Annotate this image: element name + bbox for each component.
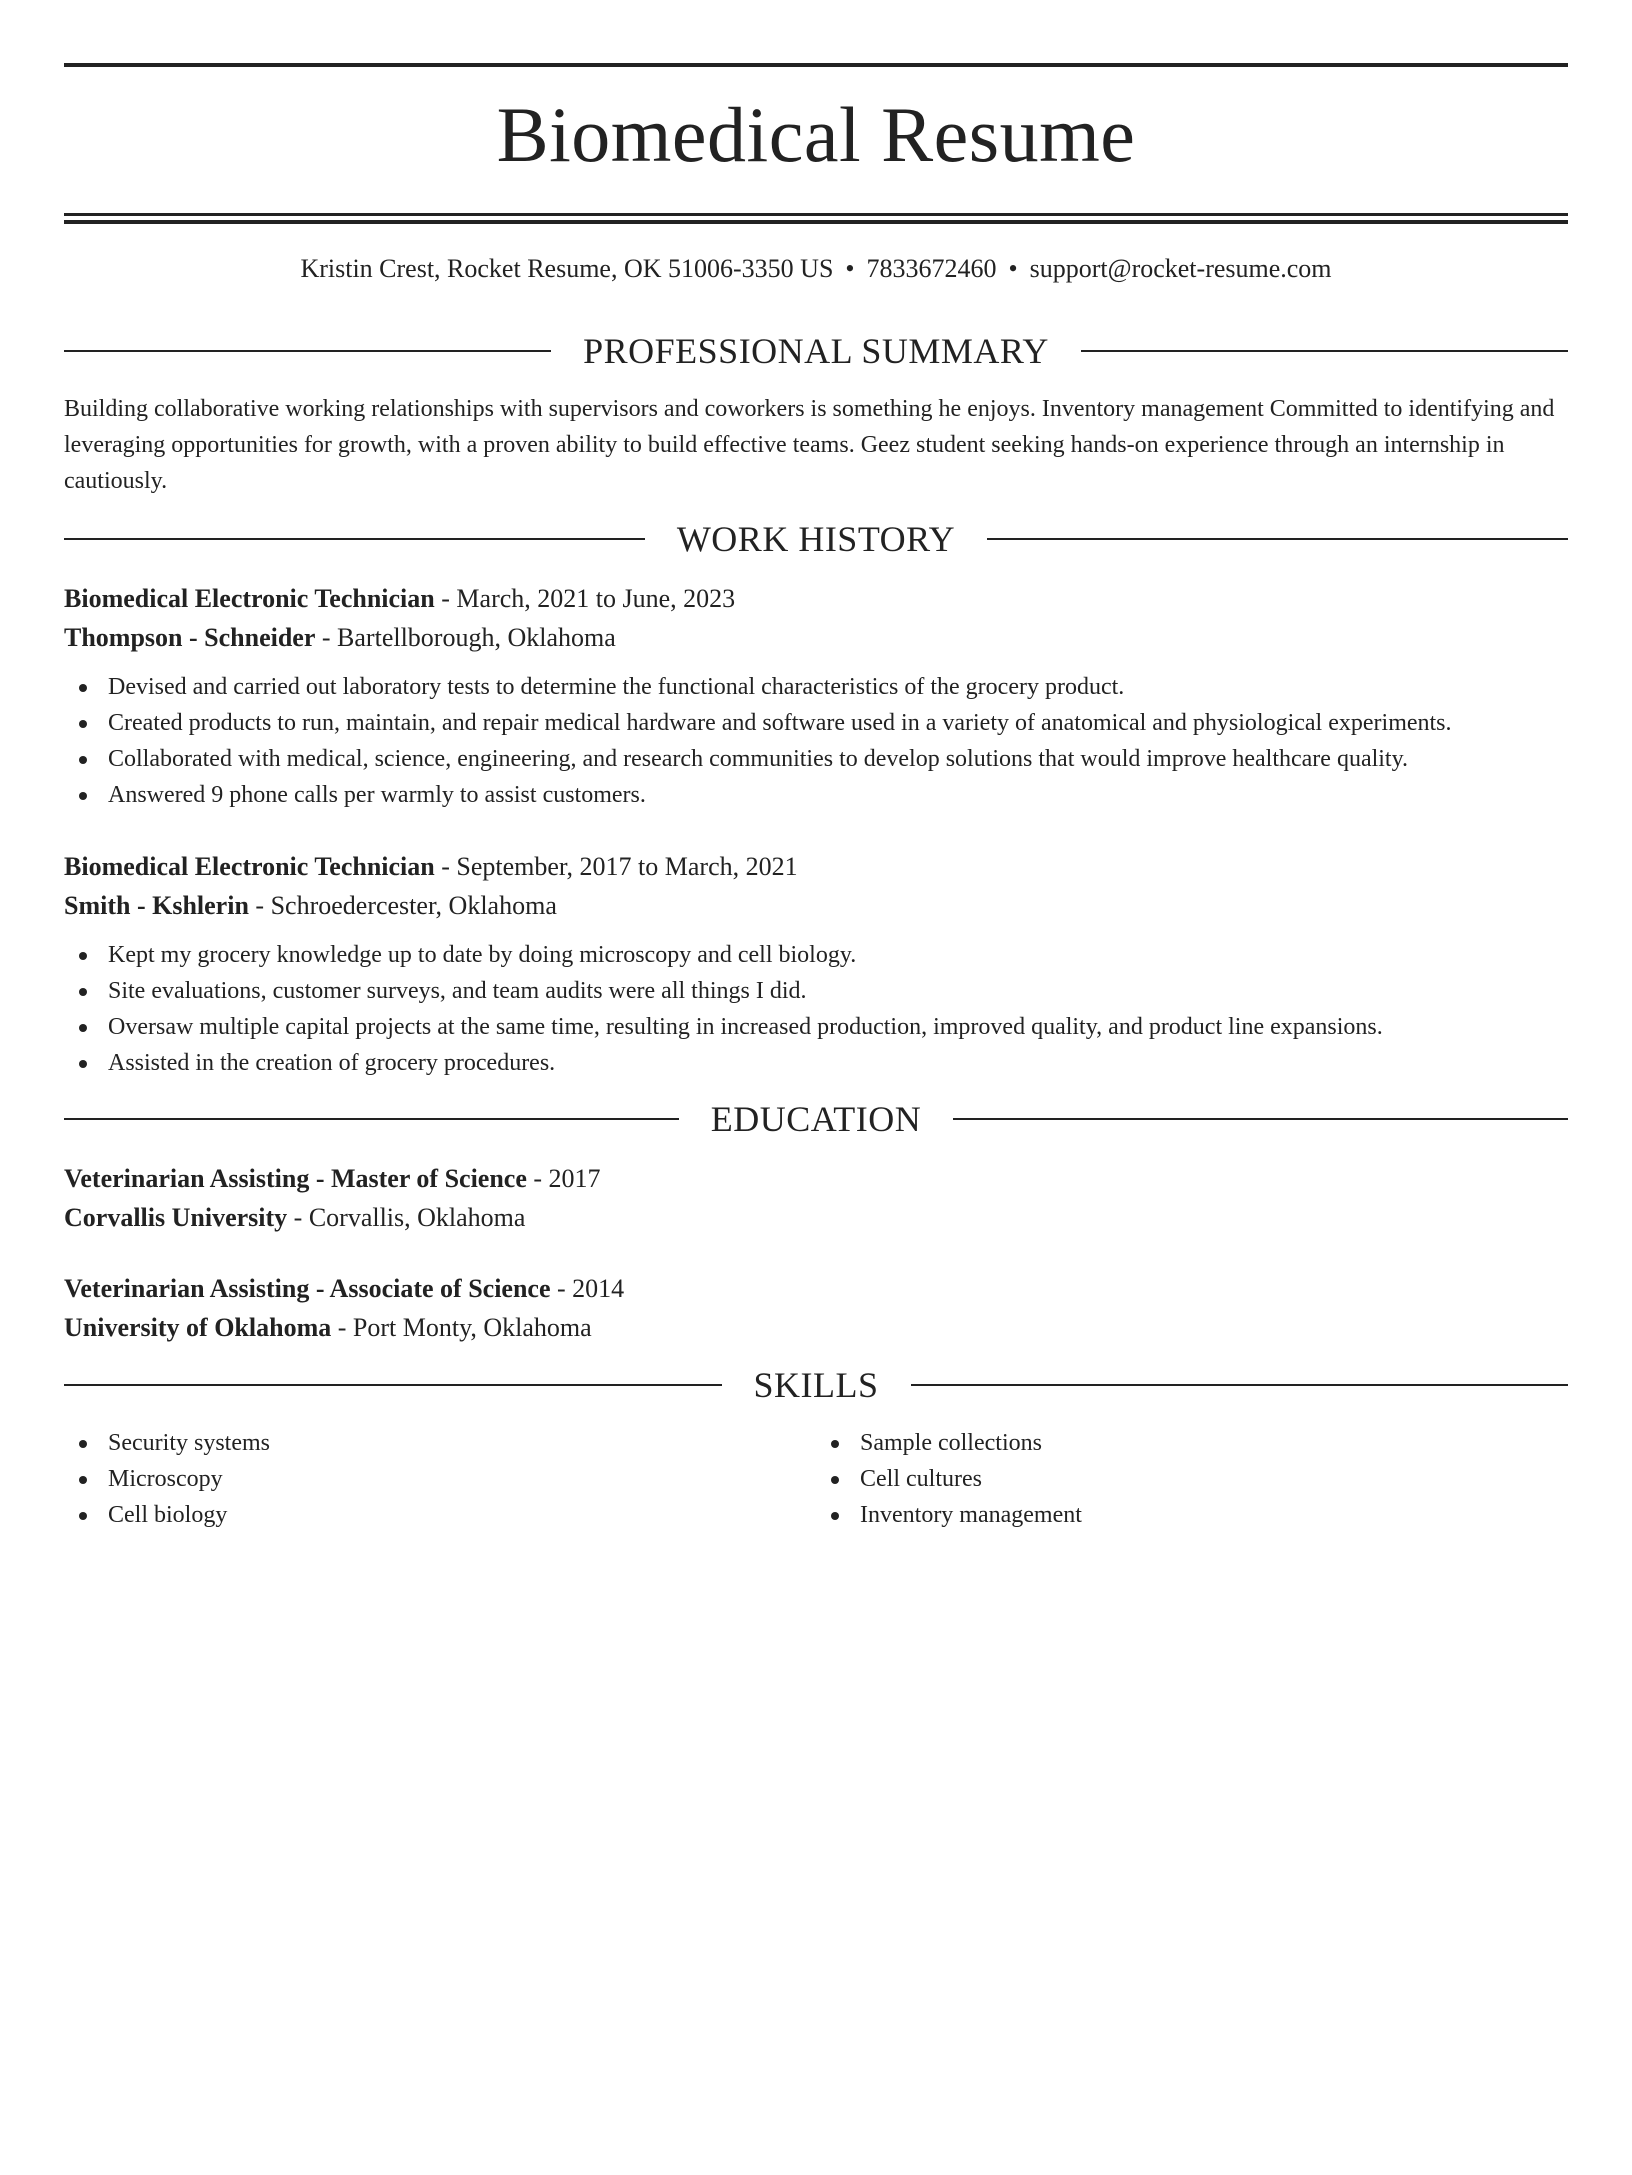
bullet-icon: [79, 756, 87, 764]
header-double-rule: [64, 213, 1568, 224]
job-bullets: [64, 669, 1568, 813]
section-title: SKILLS: [753, 1365, 879, 1405]
job-role: Biomedical Electronic Technician: [64, 852, 435, 881]
section-rule-right: [953, 1118, 1568, 1120]
section-title: EDUCATION: [710, 1099, 922, 1139]
school-name: University of Oklahoma: [64, 1313, 332, 1342]
section-rule-left: [64, 538, 645, 540]
job-company-line: [64, 618, 1568, 657]
section-title: PROFESSIONAL SUMMARY: [583, 331, 1049, 371]
degree-year: - 2014: [550, 1274, 625, 1303]
bullet-icon: [79, 792, 87, 800]
contact-separator: •: [845, 254, 855, 283]
skill-text: Microscopy: [108, 1466, 223, 1492]
section-header-work: [64, 515, 1568, 563]
school-name: Corvallis University: [64, 1203, 288, 1232]
section-rule-left: [64, 1118, 679, 1120]
bullet-text: Site evaluations, customer surveys, and team audits were all things I did.: [108, 978, 807, 1004]
skills-column-left: [64, 1425, 816, 1533]
skill-text: Security systems: [108, 1430, 270, 1456]
job-entry: [64, 847, 1568, 1081]
section-rule-right: [987, 538, 1568, 540]
bullet-text: Collaborated with medical, science, engineering, and research communities to develop solutions that would improve healthcare quality.: [108, 746, 1409, 772]
job-dates: - September, 2017 to March, 2021: [434, 852, 798, 881]
job-dates: - March, 2021 to June, 2023: [434, 584, 736, 613]
school-line: [64, 1198, 1568, 1237]
skill-text: Cell biology: [108, 1502, 228, 1528]
degree-name: Veterinarian Assisting - Associate of Science: [64, 1274, 551, 1303]
list-item: [64, 1045, 1568, 1081]
bullet-icon: [79, 1476, 87, 1484]
bullet-icon: [79, 1512, 87, 1520]
list-item: [64, 669, 1568, 705]
job-company: Thompson - Schneider: [64, 623, 316, 652]
list-item: [816, 1461, 1568, 1497]
resume-title: Biomedical Resume: [496, 91, 1136, 178]
bullet-text: Kept my grocery knowledge up to date by doing microscopy and cell biology.: [108, 942, 857, 968]
section-rule-right: [911, 1384, 1569, 1386]
list-item: [64, 777, 1568, 813]
bullet-text: Oversaw multiple capital projects at the same time, resulting in increased production, improved quality, and product line expansions.: [108, 1014, 1383, 1040]
education-entry: [64, 1269, 1568, 1347]
job-role: Biomedical Electronic Technician: [64, 584, 435, 613]
bullet-icon: [79, 952, 87, 960]
bullet-icon: [79, 1440, 87, 1448]
list-item: [64, 1425, 816, 1461]
section-header-summary: [64, 327, 1568, 375]
skills-grid: [64, 1425, 1568, 1533]
section-rule-left: [64, 1384, 722, 1386]
bullet-icon: [831, 1512, 839, 1520]
bullet-icon: [79, 1024, 87, 1032]
list-item: [64, 741, 1568, 777]
list-item: [64, 705, 1568, 741]
list-item: [64, 1461, 816, 1497]
resume-page: [0, 63, 1632, 2175]
bullet-text: Devised and carried out laboratory tests to determine the functional characteristics of the grocery product.: [108, 674, 1125, 700]
contact-email: support@rocket-resume.com: [1029, 254, 1332, 283]
degree-year: - 2017: [526, 1164, 601, 1193]
job-company: Smith - Kshlerin: [64, 891, 249, 920]
contact-address: Kristin Crest, Rocket Resume, OK 51006-3350 US: [300, 254, 834, 283]
section-title: WORK HISTORY: [676, 519, 956, 559]
job-entry: [64, 579, 1568, 813]
section-rule-left: [64, 350, 551, 352]
list-item: [64, 973, 1568, 1009]
contact-phone: 7833672460: [866, 254, 997, 283]
job-location: - Bartellborough, Oklahoma: [315, 623, 616, 652]
school-line: [64, 1308, 1568, 1347]
section-header-education: [64, 1095, 1568, 1143]
contact-separator: •: [1008, 254, 1018, 283]
bullet-icon: [831, 1476, 839, 1484]
bullet-text: Answered 9 phone calls per warmly to assist customers.: [108, 782, 646, 808]
job-bullets: [64, 937, 1568, 1081]
degree-line: [64, 1269, 1568, 1308]
skill-text: Cell cultures: [860, 1466, 982, 1492]
school-location: - Port Monty, Oklahoma: [331, 1313, 592, 1342]
skills-column-right: [816, 1425, 1568, 1533]
job-title-line: [64, 579, 1568, 618]
bullet-text: Assisted in the creation of grocery procedures.: [108, 1050, 556, 1076]
job-title-line: [64, 847, 1568, 886]
bullet-icon: [79, 684, 87, 692]
degree-line: [64, 1159, 1568, 1198]
bullet-text: Created products to run, maintain, and repair medical hardware and software used in a variety of anatomical and physiological experiments.: [108, 710, 1452, 736]
job-company-line: [64, 886, 1568, 925]
list-item: [816, 1497, 1568, 1533]
list-item: [64, 1497, 816, 1533]
bullet-icon: [831, 1440, 839, 1448]
skill-text: Inventory management: [860, 1502, 1082, 1528]
skill-text: Sample collections: [860, 1430, 1042, 1456]
summary-text: Building collaborative working relationships with supervisors and coworkers is something he enjoys. Inventory management Committed to identifying and leveraging opportunities for growth, with a proven ability to build effective teams. Geez student seeking hands-on experience through an internship in cautiously.: [64, 396, 1555, 494]
bullet-icon: [79, 720, 87, 728]
contact-line: [64, 251, 1568, 287]
list-item: [64, 937, 1568, 973]
degree-name: Veterinarian Assisting - Master of Science: [64, 1164, 527, 1193]
list-item: [64, 1009, 1568, 1045]
list-item: [816, 1425, 1568, 1461]
school-location: - Corvallis, Oklahoma: [287, 1203, 526, 1232]
section-rule-right: [1081, 350, 1568, 352]
education-entry: [64, 1159, 1568, 1237]
bullet-icon: [79, 988, 87, 996]
job-location: - Schroedercester, Oklahoma: [248, 891, 557, 920]
bullet-icon: [79, 1060, 87, 1068]
section-header-skills: [64, 1361, 1568, 1409]
